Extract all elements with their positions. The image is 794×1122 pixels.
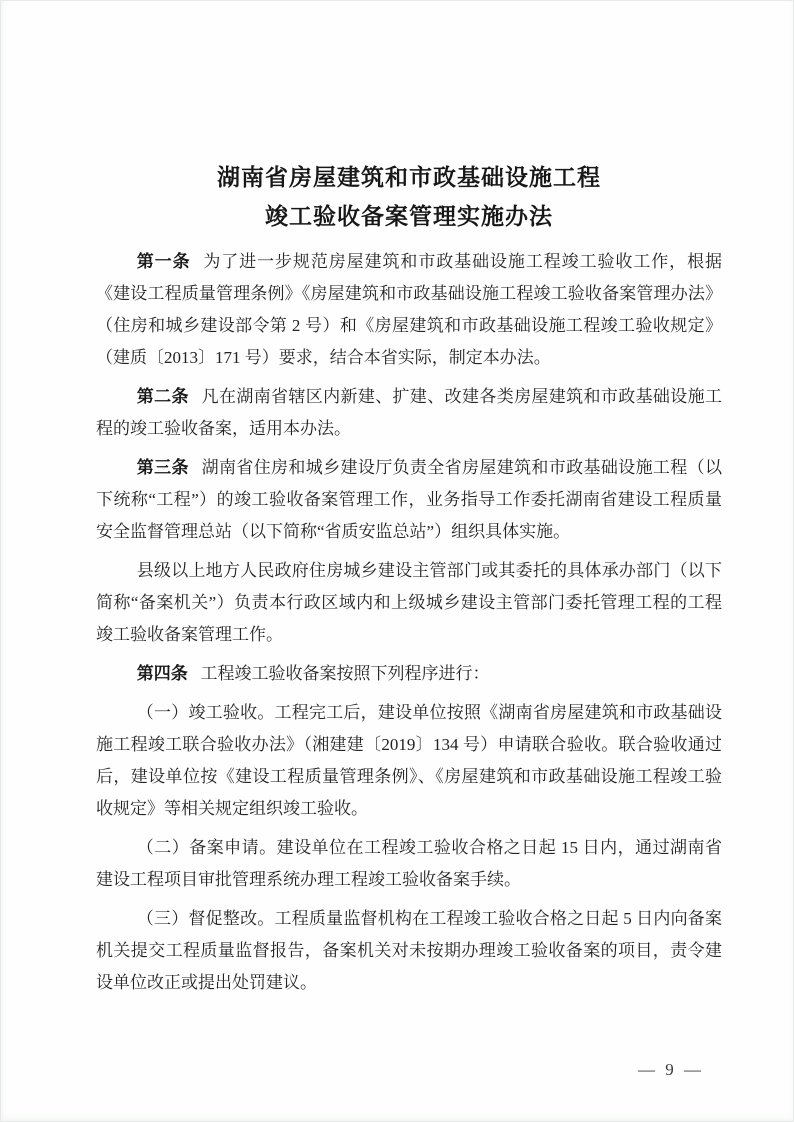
article-1-label: 第一条 xyxy=(136,252,191,271)
paragraph-article-1 xyxy=(96,246,722,374)
document-body xyxy=(96,246,722,999)
paragraph-article-4 xyxy=(96,658,722,690)
article-2-label: 第二条 xyxy=(136,387,189,406)
paragraph-article-2 xyxy=(96,381,722,445)
document-title-line2: 竣工验收备案管理实施办法 xyxy=(265,203,553,229)
page-number: — 9 — xyxy=(638,1060,704,1079)
document-title xyxy=(96,158,722,236)
article-1-text: 为了进一步规范房屋建筑和市政基础设施工程竣工验收工作，根据《建设工程质量管理条例》《房屋建筑和市政基础设施工程竣工验收备案管理办法》（住房和城乡建设部令第 2 号）和《房屋建筑和市政基础设施工程竣工验收规定》（建质〔2013〕171 号）要求，结合本省实际，制定本办法。 xyxy=(96,252,723,367)
paragraph-item-1 xyxy=(96,697,722,825)
article-2-text: 凡在湖南省辖区内新建、扩建、改建各类房屋建筑和市政基础设施工程的竣工验收备案，适用本办法。 xyxy=(96,387,723,438)
document-title-line1: 湖南省房屋建筑和市政基础设施工程 xyxy=(217,164,601,190)
article-4-label: 第四条 xyxy=(136,664,188,683)
article-3-text: 湖南省住房和城乡建设厅负责全省房屋建筑和市政基础设施工程（以下统称“工程”）的竣工验收备案管理工作，业务指导工作委托湖南省建设工程质量安全监督管理总站（以下简称“省质安监总站”）组织具体实施。 xyxy=(96,458,723,541)
item-3-text: （三）督促整改。工程质量监督机构在工程竣工验收合格之日起 5 日内向备案机关提交工程质量监督报告，备案机关对未按期办理竣工验收备案的项目，责令建设单位改正或提出处罚建议。 xyxy=(96,909,722,992)
paragraph-article-3 xyxy=(96,452,722,548)
item-2-text: （二）备案申请。建设单位在工程竣工验收合格之日起 15 日内，通过湖南省建设工程项目审批管理系统办理工程竣工验收备案手续。 xyxy=(96,838,722,889)
paragraph-article-3-cont xyxy=(96,555,722,651)
item-1-text: （一）竣工验收。工程完工后，建设单位按照《湖南省房屋建筑和市政基础设施工程竣工联合验收办法》（湘建建〔2019〕134 号）申请联合验收。联合验收通过后，建设单位按《建设工程质量管理条例》、《房屋建筑和市政基础设施工程竣工验收规定》等相关规定组织竣工验收。 xyxy=(96,703,722,818)
paragraph-item-3 xyxy=(96,903,722,999)
article-4-text: 工程竣工验收备案按照下列程序进行： xyxy=(200,664,490,683)
article-3-label: 第三条 xyxy=(136,458,189,477)
article-3-cont-text: 县级以上地方人民政府住房城乡建设主管部门或其委托的具体承办部门（以下简称“备案机关”）负责本行政区域内和上级城乡建设主管部门委托管理工程的工程竣工验收备案管理工作。 xyxy=(96,561,722,644)
paragraph-item-2 xyxy=(96,832,722,896)
